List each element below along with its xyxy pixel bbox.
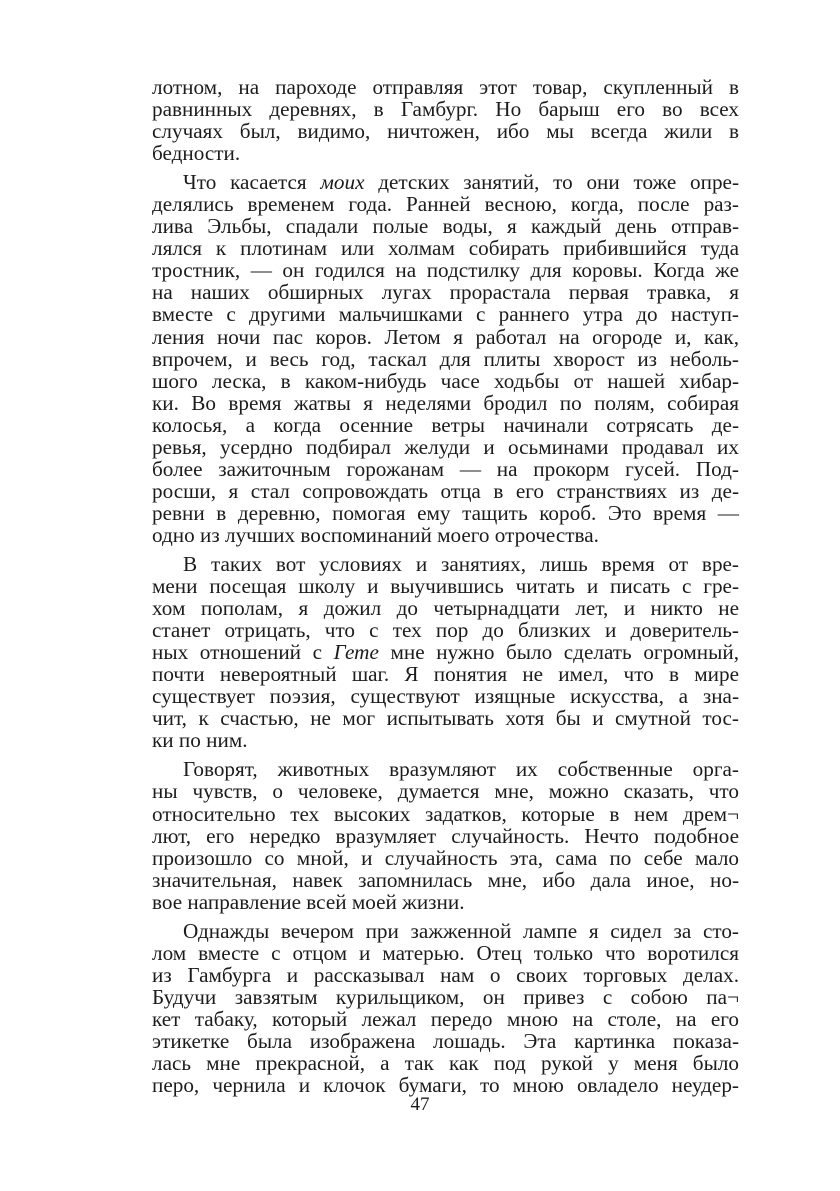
text-line: лом вместе с отцом и матерью. Отец только что воротился <box>152 940 739 965</box>
text-line: из Гамбурга и рассказывал нам о своих торговых делах. <box>152 962 739 987</box>
text-line: существует поэзия, существуют изящные искусства, а зна- <box>152 684 739 709</box>
text-line: этикетке была изображена лошадь. Эта картинка показа- <box>152 1028 739 1053</box>
text-line: хом пополам, я дожил до четырнадцати лет, и никто не <box>152 596 739 621</box>
text-line: более зажиточным горожанам — на прокорм гусей. Под- <box>152 456 739 481</box>
text-line: бедности. <box>152 141 241 166</box>
text-line: случаях был, видимо, ничтожен, ибо мы всегда жили в <box>152 119 739 144</box>
text-line: лась мне прекрасной, а так как под рукой у меня было <box>152 1051 739 1076</box>
text-line: ревья, усердно подбирал желуди и осьминами продавал их <box>152 434 739 459</box>
text-line: В таких вот условиях и занятиях, лишь время от вре- <box>183 551 739 576</box>
text-line: почти невероятный шаг. Я понятия не имел, что в мире <box>152 662 739 687</box>
text-line: на наших обширных лугах прорастала первая травка, я <box>152 280 739 305</box>
text-line: одно из лучших воспоминаний моего отрочества. <box>152 522 599 547</box>
text-line: лялся к плотинам или холмам собирать прибившийся туда <box>152 236 739 261</box>
text-line: равнинных деревнях, в Гамбург. Но барыш его во всех <box>152 97 739 122</box>
text-line: станет отрицать, что с тех пор до близких и доверитель- <box>152 618 739 643</box>
text-line: лотном, на пароходе отправляя этот товар, скупленный в <box>152 75 739 99</box>
text-line: вое направление всей моей жизни. <box>152 889 465 914</box>
paragraph <box>152 171 739 546</box>
text-line: значительная, навек запомнилась мне, ибо дала иное, но- <box>152 867 739 892</box>
book-page-text <box>152 76 739 1103</box>
paragraph <box>152 920 739 1096</box>
paragraph <box>152 76 739 164</box>
text-line: лют, его нередко вразумляет случайность. Нечто подобное <box>152 823 739 848</box>
text-line: произошло со мной, и случайность эта, сама по себе мало <box>152 845 739 870</box>
text-line: ления ночи пас коров. Летом я работал на огороде и, как, <box>152 324 739 349</box>
text-line: ки. Во время жатвы я неделями бродил по полям, собирая <box>152 390 739 415</box>
text-line: ки по ним. <box>152 728 248 753</box>
text-line: кет табаку, который лежал передо мною на столе, на его <box>152 1006 739 1031</box>
text-line: чит, к счастью, не мог испытывать хотя бы и смутной тос- <box>152 706 739 731</box>
paragraph <box>152 553 739 751</box>
text-line: ных отношений с Гете мне нужно было сделать огромный, <box>152 640 739 665</box>
text-line: ревни в деревню, помогая ему тащить короб. Это время — <box>152 500 739 525</box>
paragraph <box>152 758 739 912</box>
text-line: относительно тех высоких задатков, которые в нем дрем¬ <box>152 801 739 826</box>
page-number: 47 <box>410 1094 430 1115</box>
text-line: росши, я стал сопровождать отца в его странствиях из де- <box>152 478 739 503</box>
text-line: Говорят, животных вразумляют их собственные орга- <box>183 757 739 782</box>
text-line: ны чувств, о человеке, думается мне, можно сказать, что <box>152 779 739 804</box>
text-line: шого леска, в каком-нибудь часе ходьбы от нашей хибар- <box>152 368 739 393</box>
text-line: впрочем, и весь год, таскал для плиты хворост из неболь- <box>152 346 739 371</box>
text-line: Однажды вечером при зажженной лампе я сидел за сто- <box>183 918 739 943</box>
text-line: тростник, — он годился на подстилку для коровы. Когда же <box>152 258 739 283</box>
text-line: перо, чернила и клочок бумаги, то мною овладело неудер- <box>152 1073 739 1098</box>
text-line: лива Эльбы, спадали полые воды, я каждый день отправ- <box>152 214 739 239</box>
text-line: Что касается моих детских занятий, то они тоже опре- <box>183 170 740 195</box>
text-line: вместе с другими мальчишками с раннего утра до наступ- <box>152 302 739 327</box>
text-line: колосья, а когда осенние ветры начинали сотрясать де- <box>152 412 739 437</box>
text-line: Будучи завзятым курильщиком, он привез с собою па¬ <box>152 984 739 1009</box>
text-line: мени посещая школу и выучившись читать и писать с гре- <box>152 574 739 599</box>
text-line: делялись временем года. Ранней весною, когда, после раз- <box>152 192 739 217</box>
